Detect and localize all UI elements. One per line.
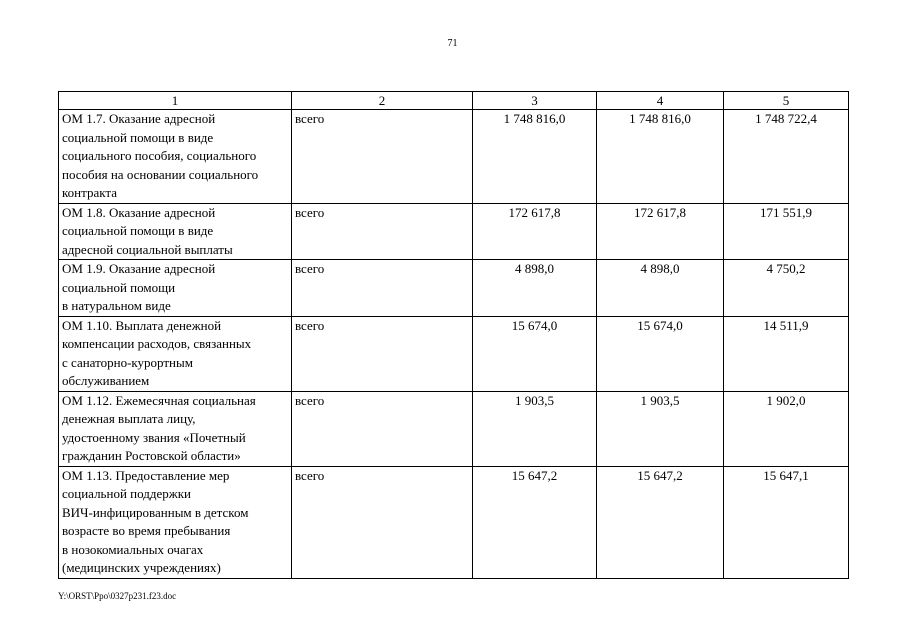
funding-scope-cell: всего xyxy=(292,391,473,466)
value-column-4-cell: 4 898,0 xyxy=(597,260,724,317)
measure-name-line: социального пособия, социального xyxy=(62,148,257,163)
value-column-5-cell: 1 902,0 xyxy=(724,391,849,466)
value-column-3-cell: 1 748 816,0 xyxy=(473,110,597,204)
value-column-5-cell: 1 748 722,4 xyxy=(724,110,849,204)
table-row xyxy=(59,316,849,391)
value-column-3-cell: 1 903,5 xyxy=(473,391,597,466)
value-column-3-cell: 172 617,8 xyxy=(473,203,597,260)
measure-name-line: ОМ 1.10. Выплата денежной xyxy=(62,317,222,333)
measure-name-line: обслуживанием xyxy=(62,373,150,388)
measure-name-line: в натуральном виде xyxy=(62,298,171,313)
measure-name-cell xyxy=(59,110,292,204)
measure-name-line: ОМ 1.7. Оказание адресной xyxy=(62,111,216,126)
column-header-1: 1 xyxy=(59,92,292,110)
measure-name-line: денежная выплата лицу, xyxy=(62,411,196,426)
value-column-4-cell: 15 674,0 xyxy=(597,316,724,391)
table-body xyxy=(59,110,849,579)
column-header-3: 3 xyxy=(473,92,597,110)
column-header-2: 2 xyxy=(292,92,473,110)
value-column-5-cell: 14 511,9 xyxy=(724,316,849,391)
page-number: 71 xyxy=(447,38,458,49)
column-header-4: 4 xyxy=(597,92,724,110)
value-column-5-cell: 4 750,2 xyxy=(724,260,849,317)
measure-name-line: социальной поддержки xyxy=(62,486,191,501)
measure-name-line: возрасте во время пребывания xyxy=(62,523,231,538)
table-row xyxy=(59,110,849,204)
value-column-4-cell: 1 903,5 xyxy=(597,391,724,466)
budget-table xyxy=(58,91,849,579)
measure-name-line: ОМ 1.9. Оказание адресной xyxy=(62,261,216,276)
measure-name-line: ОМ 1.13. Предоставление мер xyxy=(62,467,230,483)
table-row xyxy=(59,203,849,260)
value-column-4-cell: 172 617,8 xyxy=(597,203,724,260)
measure-name-line: в нозокомиальных очагах xyxy=(62,541,204,557)
file-path: Y:\ORST\Ppo\0327p231.f23.doc xyxy=(58,591,177,601)
value-column-4-cell: 15 647,2 xyxy=(597,466,724,578)
measure-name-line: ОМ 1.12. Ежемесячная социальная xyxy=(62,392,256,408)
measure-name-line: компенсации расходов, связанных xyxy=(62,336,252,351)
value-column-5-cell: 15 647,1 xyxy=(724,466,849,578)
measure-name-line: контракта xyxy=(62,185,117,200)
measure-name-line: ВИЧ-инфицированным в детском xyxy=(62,504,249,520)
value-column-3-cell: 4 898,0 xyxy=(473,260,597,317)
measure-name-line: удостоенному звания «Почетный xyxy=(62,429,246,445)
measure-name-cell xyxy=(59,391,292,466)
measure-name-line: адресной социальной выплаты xyxy=(62,241,233,257)
measure-name-cell xyxy=(59,316,292,391)
measure-name-line: социальной помощи xyxy=(62,279,176,295)
measure-name-line: ОМ 1.8. Оказание адресной xyxy=(62,204,216,220)
measure-name-cell xyxy=(59,203,292,260)
funding-scope-cell: всего xyxy=(292,466,473,578)
table-row xyxy=(59,260,849,317)
measure-name-cell xyxy=(59,466,292,578)
value-column-3-cell: 15 647,2 xyxy=(473,466,597,578)
funding-scope-cell: всего xyxy=(292,316,473,391)
measure-name-line: пособия на основании социального xyxy=(62,166,259,182)
table-row xyxy=(59,466,849,578)
value-column-5-cell: 171 551,9 xyxy=(724,203,849,260)
value-column-4-cell: 1 748 816,0 xyxy=(597,110,724,204)
measure-name-line: социальной помощи в виде xyxy=(62,223,214,238)
table-header-row xyxy=(59,92,849,110)
funding-scope-cell: всего xyxy=(292,110,473,204)
measure-name-line: гражданин Ростовской области» xyxy=(62,448,241,463)
measure-name-line: с санаторно-курортным xyxy=(62,354,193,370)
measure-name-line: (медицинских учреждениях) xyxy=(62,560,221,575)
measure-name-line: социальной помощи в виде xyxy=(62,129,214,145)
measure-name-cell xyxy=(59,260,292,317)
funding-scope-cell: всего xyxy=(292,260,473,317)
value-column-3-cell: 15 674,0 xyxy=(473,316,597,391)
funding-scope-cell: всего xyxy=(292,203,473,260)
table-row xyxy=(59,391,849,466)
column-header-5: 5 xyxy=(724,92,849,110)
